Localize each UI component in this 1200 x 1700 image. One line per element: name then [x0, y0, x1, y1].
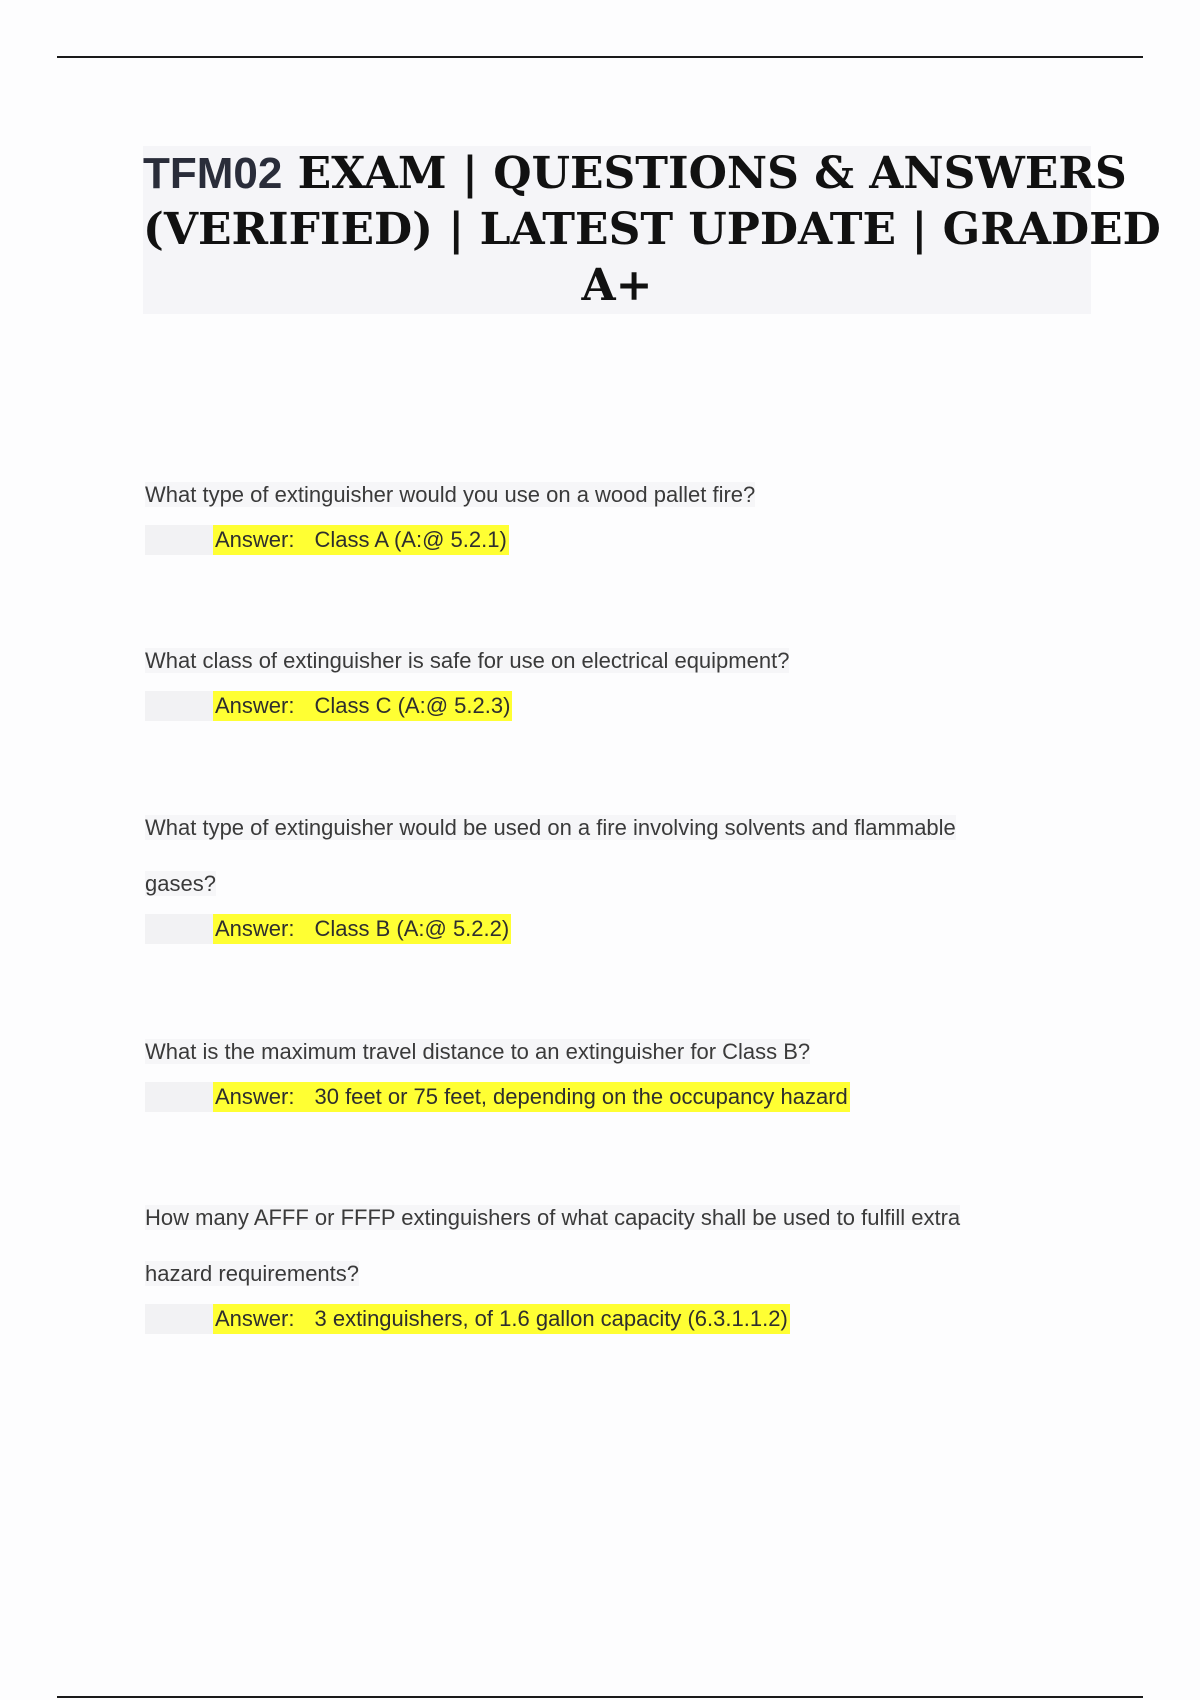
answer-row: [145, 1304, 1145, 1334]
question-text: What type of extinguisher would be used on a fire involving solvents and flammable: [145, 815, 956, 840]
answer-label: Answer:: [215, 916, 295, 941]
answer-row: [145, 525, 1145, 555]
answer-label: Answer:: [215, 1306, 295, 1331]
title-line-2: (VERIFIED) | LATEST UPDATE | GRADED: [143, 204, 1161, 255]
answer-highlight: [213, 1304, 790, 1334]
answer-highlight: [213, 1082, 850, 1112]
answer-text: 30 feet or 75 feet, depending on the occupancy hazard: [314, 1084, 848, 1109]
title-code: TFM02: [143, 149, 283, 198]
title-line-1-text: EXAM | QUESTIONS & ANSWERS: [282, 148, 1127, 199]
answer-row: [145, 1082, 1145, 1112]
bottom-rule: [57, 1696, 1143, 1698]
title-line-3: A+: [581, 260, 653, 311]
answer-row: [145, 691, 1145, 721]
question-text: How many AFFF or FFFP extinguishers of what capacity shall be used to fulfill extra: [145, 1205, 961, 1230]
answer-label: Answer:: [215, 527, 295, 552]
qa-item: [145, 1024, 1145, 1112]
title-line-1: [143, 146, 1127, 202]
qa-item: [145, 633, 1145, 721]
answer-text: Class A (A:@ 5.2.1): [314, 527, 507, 552]
answer-label: Answer:: [215, 693, 295, 718]
answer-text: 3 extinguishers, of 1.6 gallon capacity (6.3.1.1.2): [314, 1306, 788, 1331]
question-text: What type of extinguisher would you use on a wood pallet fire?: [145, 482, 756, 507]
answer-highlight: [213, 914, 511, 944]
question-text: What class of extinguisher is safe for use on electrical equipment?: [145, 648, 790, 673]
answer-highlight: [213, 691, 512, 721]
top-rule: [57, 56, 1143, 58]
answer-row: [145, 914, 1145, 944]
qa-item: [145, 800, 1145, 944]
answer-text: Class B (A:@ 5.2.2): [314, 916, 510, 941]
question-text-continued: hazard requirements?: [145, 1261, 360, 1286]
answer-text: Class C (A:@ 5.2.3): [314, 693, 511, 718]
qa-item: [145, 1190, 1145, 1334]
document-title: [143, 146, 1161, 314]
qa-item: [145, 467, 1145, 555]
answer-highlight: [213, 525, 509, 555]
question-text: What is the maximum travel distance to an extinguisher for Class B?: [145, 1039, 811, 1064]
question-text-continued: gases?: [145, 871, 216, 896]
answer-label: Answer:: [215, 1084, 295, 1109]
